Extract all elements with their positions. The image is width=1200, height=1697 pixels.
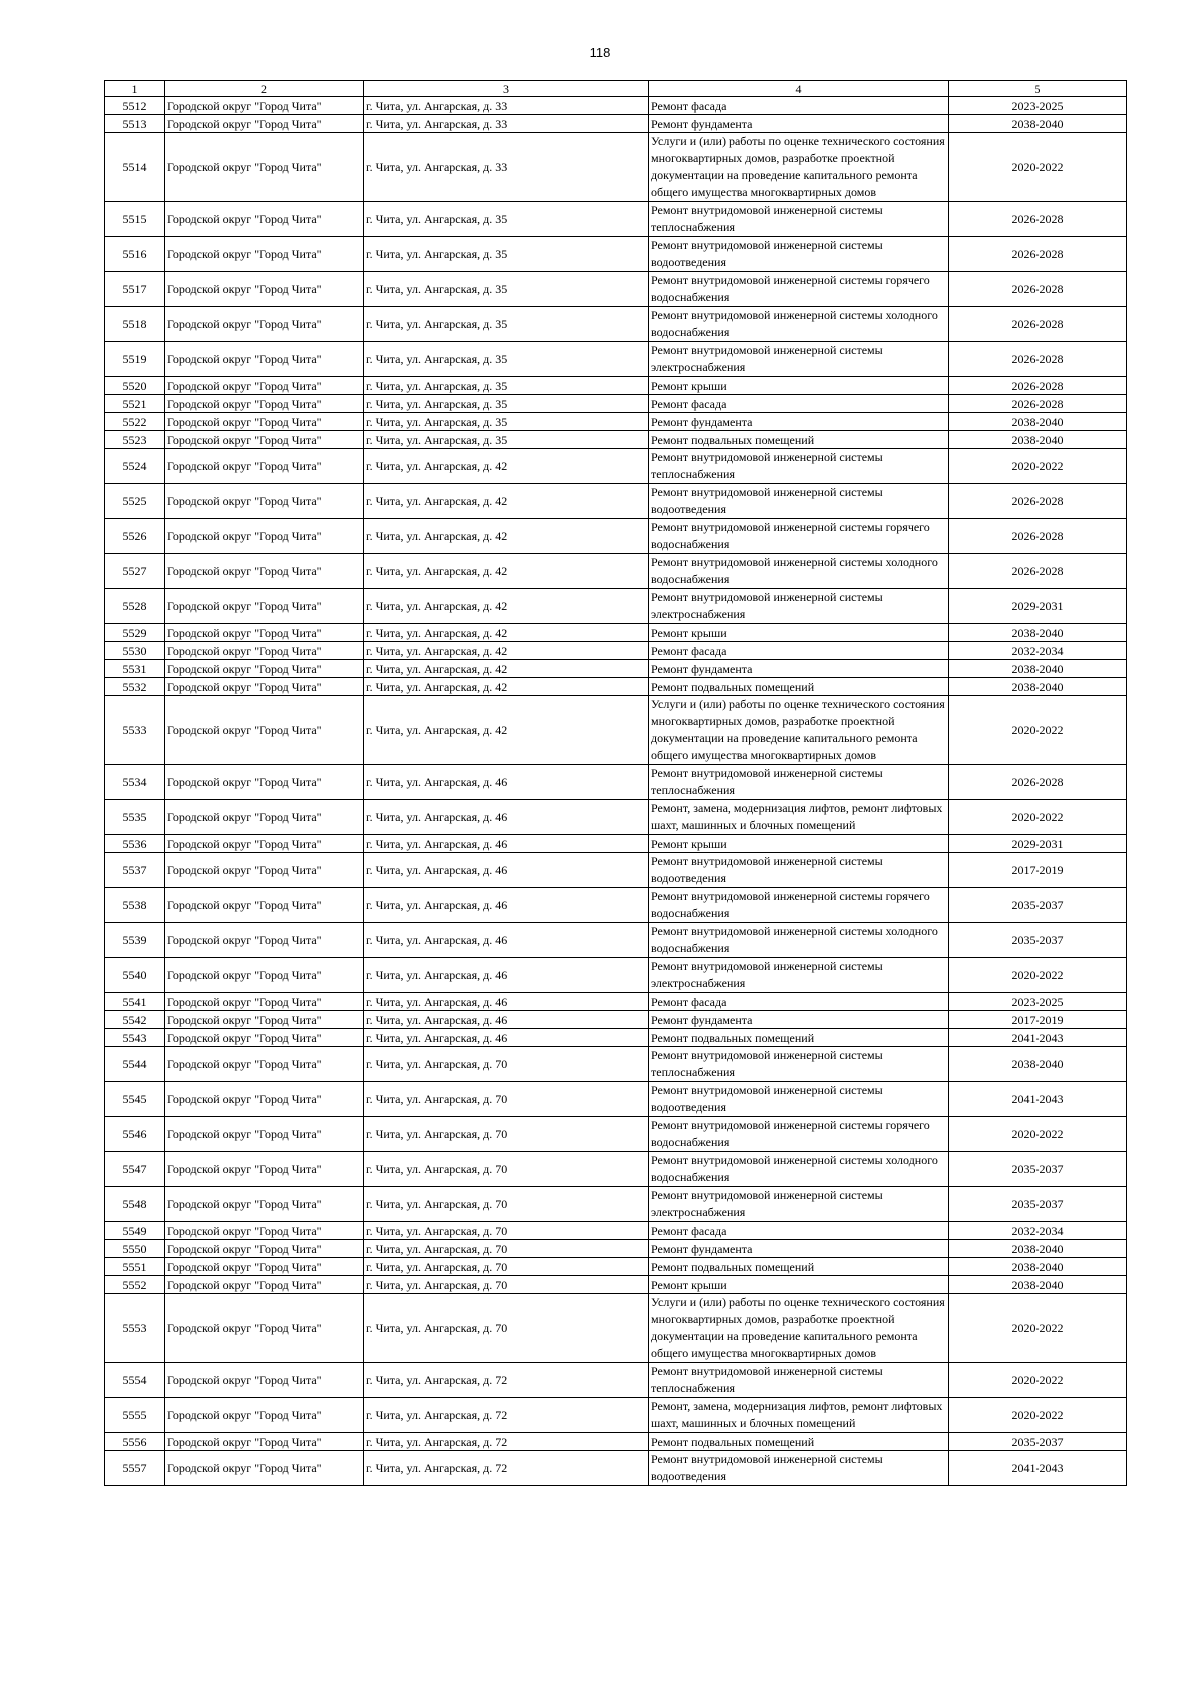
period-cell: 2038-2040 bbox=[949, 431, 1127, 449]
table-row bbox=[105, 1047, 1127, 1082]
period-cell: 2032-2034 bbox=[949, 1222, 1127, 1240]
row-number: 5512 bbox=[105, 97, 165, 115]
work-type-cell: Ремонт внутридомовой инженерной системы горячего водоснабжения bbox=[649, 272, 949, 307]
address-cell: г. Чита, ул. Ангарская, д. 42 bbox=[364, 554, 649, 589]
district-cell: Городской округ "Город Чита" bbox=[165, 342, 364, 377]
period-cell: 2041-2043 bbox=[949, 1451, 1127, 1486]
row-number: 5530 bbox=[105, 642, 165, 660]
work-type-cell: Ремонт фасада bbox=[649, 1222, 949, 1240]
work-type-cell: Ремонт крыши bbox=[649, 624, 949, 642]
period-cell: 2029-2031 bbox=[949, 589, 1127, 624]
district-cell: Городской округ "Город Чита" bbox=[165, 377, 364, 395]
row-number: 5523 bbox=[105, 431, 165, 449]
address-cell: г. Чита, ул. Ангарская, д. 46 bbox=[364, 993, 649, 1011]
table-row bbox=[105, 958, 1127, 993]
table-row bbox=[105, 1433, 1127, 1451]
address-cell: г. Чита, ул. Ангарская, д. 46 bbox=[364, 800, 649, 835]
row-number: 5553 bbox=[105, 1294, 165, 1363]
period-cell: 2026-2028 bbox=[949, 307, 1127, 342]
work-type-cell: Ремонт подвальных помещений bbox=[649, 1029, 949, 1047]
district-cell: Городской округ "Город Чита" bbox=[165, 589, 364, 624]
period-cell: 2020-2022 bbox=[949, 958, 1127, 993]
row-number: 5549 bbox=[105, 1222, 165, 1240]
period-cell: 2026-2028 bbox=[949, 395, 1127, 413]
row-number: 5544 bbox=[105, 1047, 165, 1082]
period-cell: 2023-2025 bbox=[949, 993, 1127, 1011]
table-row bbox=[105, 1117, 1127, 1152]
work-type-cell: Ремонт внутридомовой инженерной системы теплоснабжения bbox=[649, 765, 949, 800]
work-type-cell: Услуги и (или) работы по оценке технического состояния многоквартирных домов, разработке проектной документации на проведение капитального ремонта общего имущества многоквартирных домов bbox=[649, 133, 949, 202]
works-table bbox=[104, 80, 1127, 1486]
address-cell: г. Чита, ул. Ангарская, д. 72 bbox=[364, 1451, 649, 1486]
work-type-cell: Ремонт внутридомовой инженерной системы электроснабжения bbox=[649, 342, 949, 377]
row-number: 5539 bbox=[105, 923, 165, 958]
address-cell: г. Чита, ул. Ангарская, д. 46 bbox=[364, 853, 649, 888]
work-type-cell: Ремонт, замена, модернизация лифтов, ремонт лифтовых шахт, машинных и блочных помещений bbox=[649, 1398, 949, 1433]
row-number: 5513 bbox=[105, 115, 165, 133]
period-cell: 2038-2040 bbox=[949, 115, 1127, 133]
period-cell: 2038-2040 bbox=[949, 413, 1127, 431]
page-number: 118 bbox=[589, 45, 611, 60]
work-type-cell: Ремонт внутридомовой инженерной системы теплоснабжения bbox=[649, 1363, 949, 1398]
work-type-cell: Ремонт внутридомовой инженерной системы электроснабжения bbox=[649, 958, 949, 993]
period-cell: 2038-2040 bbox=[949, 678, 1127, 696]
period-cell: 2041-2043 bbox=[949, 1029, 1127, 1047]
address-cell: г. Чита, ул. Ангарская, д. 35 bbox=[364, 413, 649, 431]
district-cell: Городской округ "Город Чита" bbox=[165, 554, 364, 589]
district-cell: Городской округ "Город Чита" bbox=[165, 835, 364, 853]
period-cell: 2035-2037 bbox=[949, 888, 1127, 923]
row-number: 5546 bbox=[105, 1117, 165, 1152]
row-number: 5552 bbox=[105, 1276, 165, 1294]
work-type-cell: Ремонт подвальных помещений bbox=[649, 1258, 949, 1276]
table-row bbox=[105, 272, 1127, 307]
address-cell: г. Чита, ул. Ангарская, д. 35 bbox=[364, 395, 649, 413]
address-cell: г. Чита, ул. Ангарская, д. 70 bbox=[364, 1222, 649, 1240]
row-number: 5543 bbox=[105, 1029, 165, 1047]
row-number: 5528 bbox=[105, 589, 165, 624]
work-type-cell: Ремонт внутридомовой инженерной системы горячего водоснабжения bbox=[649, 888, 949, 923]
period-cell: 2026-2028 bbox=[949, 519, 1127, 554]
district-cell: Городской округ "Город Чита" bbox=[165, 958, 364, 993]
work-type-cell: Ремонт фундамента bbox=[649, 413, 949, 431]
row-number: 5524 bbox=[105, 449, 165, 484]
work-type-cell: Ремонт подвальных помещений bbox=[649, 1433, 949, 1451]
address-cell: г. Чита, ул. Ангарская, д. 70 bbox=[364, 1294, 649, 1363]
district-cell: Городской округ "Город Чита" bbox=[165, 1187, 364, 1222]
district-cell: Городской округ "Город Чита" bbox=[165, 97, 364, 115]
district-cell: Городской округ "Город Чита" bbox=[165, 1011, 364, 1029]
row-number: 5516 bbox=[105, 237, 165, 272]
table-row bbox=[105, 1398, 1127, 1433]
address-cell: г. Чита, ул. Ангарская, д. 35 bbox=[364, 202, 649, 237]
district-cell: Городской округ "Город Чита" bbox=[165, 395, 364, 413]
row-number: 5548 bbox=[105, 1187, 165, 1222]
period-cell: 2032-2034 bbox=[949, 642, 1127, 660]
table-row bbox=[105, 624, 1127, 642]
address-cell: г. Чита, ул. Ангарская, д. 46 bbox=[364, 765, 649, 800]
row-number: 5529 bbox=[105, 624, 165, 642]
period-cell: 2038-2040 bbox=[949, 624, 1127, 642]
work-type-cell: Ремонт крыши bbox=[649, 835, 949, 853]
district-cell: Городской округ "Город Чита" bbox=[165, 431, 364, 449]
table-row bbox=[105, 1294, 1127, 1363]
table-row bbox=[105, 449, 1127, 484]
table-row bbox=[105, 1152, 1127, 1187]
address-cell: г. Чита, ул. Ангарская, д. 46 bbox=[364, 888, 649, 923]
work-type-cell: Ремонт внутридомовой инженерной системы холодного водоснабжения bbox=[649, 923, 949, 958]
period-cell: 2017-2019 bbox=[949, 1011, 1127, 1029]
row-number: 5542 bbox=[105, 1011, 165, 1029]
table-row bbox=[105, 1451, 1127, 1486]
address-cell: г. Чита, ул. Ангарская, д. 72 bbox=[364, 1398, 649, 1433]
district-cell: Городской округ "Город Чита" bbox=[165, 853, 364, 888]
table-row bbox=[105, 377, 1127, 395]
district-cell: Городской округ "Город Чита" bbox=[165, 1451, 364, 1486]
period-cell: 2038-2040 bbox=[949, 1258, 1127, 1276]
period-cell: 2017-2019 bbox=[949, 853, 1127, 888]
address-cell: г. Чита, ул. Ангарская, д. 46 bbox=[364, 923, 649, 958]
table-row bbox=[105, 202, 1127, 237]
row-number: 5557 bbox=[105, 1451, 165, 1486]
address-cell: г. Чита, ул. Ангарская, д. 72 bbox=[364, 1433, 649, 1451]
table-row bbox=[105, 413, 1127, 431]
table-row bbox=[105, 342, 1127, 377]
address-cell: г. Чита, ул. Ангарская, д. 35 bbox=[364, 272, 649, 307]
address-cell: г. Чита, ул. Ангарская, д. 70 bbox=[364, 1047, 649, 1082]
district-cell: Городской округ "Город Чита" bbox=[165, 1222, 364, 1240]
address-cell: г. Чита, ул. Ангарская, д. 35 bbox=[364, 431, 649, 449]
period-cell: 2026-2028 bbox=[949, 377, 1127, 395]
work-type-cell: Ремонт внутридомовой инженерной системы электроснабжения bbox=[649, 589, 949, 624]
address-cell: г. Чита, ул. Ангарская, д. 42 bbox=[364, 696, 649, 765]
work-type-cell: Ремонт внутридомовой инженерной системы водоотведения bbox=[649, 1082, 949, 1117]
period-cell: 2035-2037 bbox=[949, 1433, 1127, 1451]
table-row bbox=[105, 1258, 1127, 1276]
period-cell: 2026-2028 bbox=[949, 484, 1127, 519]
period-cell: 2038-2040 bbox=[949, 1240, 1127, 1258]
table-row bbox=[105, 395, 1127, 413]
column-header: 2 bbox=[165, 81, 364, 97]
period-cell: 2020-2022 bbox=[949, 133, 1127, 202]
row-number: 5540 bbox=[105, 958, 165, 993]
work-type-cell: Ремонт внутридомовой инженерной системы холодного водоснабжения bbox=[649, 1152, 949, 1187]
period-cell: 2026-2028 bbox=[949, 765, 1127, 800]
work-type-cell: Ремонт подвальных помещений bbox=[649, 678, 949, 696]
row-number: 5533 bbox=[105, 696, 165, 765]
period-cell: 2026-2028 bbox=[949, 342, 1127, 377]
district-cell: Городской округ "Город Чита" bbox=[165, 449, 364, 484]
district-cell: Городской округ "Город Чита" bbox=[165, 1240, 364, 1258]
work-type-cell: Ремонт фасада bbox=[649, 993, 949, 1011]
row-number: 5550 bbox=[105, 1240, 165, 1258]
period-cell: 2020-2022 bbox=[949, 1398, 1127, 1433]
period-cell: 2041-2043 bbox=[949, 1082, 1127, 1117]
work-type-cell: Услуги и (или) работы по оценке технического состояния многоквартирных домов, разработке проектной документации на проведение капитального ремонта общего имущества многоквартирных домов bbox=[649, 696, 949, 765]
address-cell: г. Чита, ул. Ангарская, д. 33 bbox=[364, 115, 649, 133]
period-cell: 2029-2031 bbox=[949, 835, 1127, 853]
row-number: 5547 bbox=[105, 1152, 165, 1187]
district-cell: Городской округ "Город Чита" bbox=[165, 660, 364, 678]
table-row bbox=[105, 1240, 1127, 1258]
period-cell: 2026-2028 bbox=[949, 237, 1127, 272]
table-row bbox=[105, 696, 1127, 765]
work-type-cell: Услуги и (или) работы по оценке технического состояния многоквартирных домов, разработке проектной документации на проведение капитального ремонта общего имущества многоквартирных домов bbox=[649, 1294, 949, 1363]
district-cell: Городской округ "Город Чита" bbox=[165, 1258, 364, 1276]
table-row bbox=[105, 835, 1127, 853]
row-number: 5556 bbox=[105, 1433, 165, 1451]
row-number: 5536 bbox=[105, 835, 165, 853]
address-cell: г. Чита, ул. Ангарская, д. 42 bbox=[364, 624, 649, 642]
district-cell: Городской округ "Город Чита" bbox=[165, 1433, 364, 1451]
table-row bbox=[105, 993, 1127, 1011]
table-row bbox=[105, 133, 1127, 202]
table-row bbox=[105, 307, 1127, 342]
table-row bbox=[105, 115, 1127, 133]
period-cell: 2020-2022 bbox=[949, 449, 1127, 484]
district-cell: Городской округ "Город Чита" bbox=[165, 642, 364, 660]
work-type-cell: Ремонт внутридомовой инженерной системы водоотведения bbox=[649, 1451, 949, 1486]
address-cell: г. Чита, ул. Ангарская, д. 46 bbox=[364, 1011, 649, 1029]
row-number: 5515 bbox=[105, 202, 165, 237]
period-cell: 2020-2022 bbox=[949, 800, 1127, 835]
district-cell: Городской округ "Город Чита" bbox=[165, 696, 364, 765]
work-type-cell: Ремонт внутридомовой инженерной системы водоотведения bbox=[649, 484, 949, 519]
work-type-cell: Ремонт внутридомовой инженерной системы горячего водоснабжения bbox=[649, 1117, 949, 1152]
district-cell: Городской округ "Город Чита" bbox=[165, 413, 364, 431]
work-type-cell: Ремонт внутридомовой инженерной системы холодного водоснабжения bbox=[649, 554, 949, 589]
table-body bbox=[105, 97, 1127, 1486]
district-cell: Городской округ "Город Чита" bbox=[165, 1294, 364, 1363]
row-number: 5534 bbox=[105, 765, 165, 800]
address-cell: г. Чита, ул. Ангарская, д. 70 bbox=[364, 1152, 649, 1187]
address-cell: г. Чита, ул. Ангарская, д. 35 bbox=[364, 377, 649, 395]
table-row bbox=[105, 1011, 1127, 1029]
work-type-cell: Ремонт фасада bbox=[649, 642, 949, 660]
address-cell: г. Чита, ул. Ангарская, д. 42 bbox=[364, 519, 649, 554]
table-row bbox=[105, 1276, 1127, 1294]
district-cell: Городской округ "Город Чита" bbox=[165, 1152, 364, 1187]
period-cell: 2023-2025 bbox=[949, 97, 1127, 115]
address-cell: г. Чита, ул. Ангарская, д. 46 bbox=[364, 1029, 649, 1047]
work-type-cell: Ремонт внутридомовой инженерной системы теплоснабжения bbox=[649, 449, 949, 484]
table-row bbox=[105, 678, 1127, 696]
period-cell: 2035-2037 bbox=[949, 923, 1127, 958]
address-cell: г. Чита, ул. Ангарская, д. 70 bbox=[364, 1240, 649, 1258]
column-header: 1 bbox=[105, 81, 165, 97]
period-cell: 2020-2022 bbox=[949, 1117, 1127, 1152]
district-cell: Городской округ "Город Чита" bbox=[165, 1047, 364, 1082]
row-number: 5526 bbox=[105, 519, 165, 554]
row-number: 5531 bbox=[105, 660, 165, 678]
row-number: 5538 bbox=[105, 888, 165, 923]
table-row bbox=[105, 1222, 1127, 1240]
district-cell: Городской округ "Город Чита" bbox=[165, 237, 364, 272]
table-row bbox=[105, 554, 1127, 589]
table-row bbox=[105, 97, 1127, 115]
district-cell: Городской округ "Город Чита" bbox=[165, 1276, 364, 1294]
row-number: 5545 bbox=[105, 1082, 165, 1117]
work-type-cell: Ремонт внутридомовой инженерной системы горячего водоснабжения bbox=[649, 519, 949, 554]
table-row bbox=[105, 800, 1127, 835]
table-row bbox=[105, 484, 1127, 519]
district-cell: Городской округ "Город Чита" bbox=[165, 1398, 364, 1433]
address-cell: г. Чита, ул. Ангарская, д. 72 bbox=[364, 1363, 649, 1398]
row-number: 5541 bbox=[105, 993, 165, 1011]
work-type-cell: Ремонт внутридомовой инженерной системы водоотведения bbox=[649, 853, 949, 888]
row-number: 5554 bbox=[105, 1363, 165, 1398]
district-cell: Городской округ "Город Чита" bbox=[165, 1082, 364, 1117]
district-cell: Городской округ "Город Чита" bbox=[165, 115, 364, 133]
district-cell: Городской округ "Город Чита" bbox=[165, 484, 364, 519]
period-cell: 2020-2022 bbox=[949, 696, 1127, 765]
district-cell: Городской округ "Город Чита" bbox=[165, 678, 364, 696]
row-number: 5535 bbox=[105, 800, 165, 835]
row-number: 5518 bbox=[105, 307, 165, 342]
work-type-cell: Ремонт подвальных помещений bbox=[649, 431, 949, 449]
work-type-cell: Ремонт фундамента bbox=[649, 660, 949, 678]
period-cell: 2038-2040 bbox=[949, 660, 1127, 678]
work-type-cell: Ремонт фасада bbox=[649, 97, 949, 115]
period-cell: 2038-2040 bbox=[949, 1276, 1127, 1294]
table-row bbox=[105, 431, 1127, 449]
address-cell: г. Чита, ул. Ангарская, д. 70 bbox=[364, 1276, 649, 1294]
column-header: 3 bbox=[364, 81, 649, 97]
row-number: 5519 bbox=[105, 342, 165, 377]
address-cell: г. Чита, ул. Ангарская, д. 70 bbox=[364, 1082, 649, 1117]
period-cell: 2026-2028 bbox=[949, 202, 1127, 237]
work-type-cell: Ремонт внутридомовой инженерной системы теплоснабжения bbox=[649, 1047, 949, 1082]
period-cell: 2035-2037 bbox=[949, 1187, 1127, 1222]
row-number: 5522 bbox=[105, 413, 165, 431]
address-cell: г. Чита, ул. Ангарская, д. 35 bbox=[364, 237, 649, 272]
table-row bbox=[105, 589, 1127, 624]
address-cell: г. Чита, ул. Ангарская, д. 46 bbox=[364, 835, 649, 853]
work-type-cell: Ремонт фундамента bbox=[649, 115, 949, 133]
address-cell: г. Чита, ул. Ангарская, д. 46 bbox=[364, 958, 649, 993]
address-cell: г. Чита, ул. Ангарская, д. 70 bbox=[364, 1117, 649, 1152]
work-type-cell: Ремонт фундамента bbox=[649, 1240, 949, 1258]
column-header-row bbox=[105, 81, 1127, 97]
address-cell: г. Чита, ул. Ангарская, д. 42 bbox=[364, 449, 649, 484]
address-cell: г. Чита, ул. Ангарская, д. 70 bbox=[364, 1258, 649, 1276]
district-cell: Городской округ "Город Чита" bbox=[165, 133, 364, 202]
address-cell: г. Чита, ул. Ангарская, д. 42 bbox=[364, 589, 649, 624]
row-number: 5555 bbox=[105, 1398, 165, 1433]
address-cell: г. Чита, ул. Ангарская, д. 42 bbox=[364, 660, 649, 678]
address-cell: г. Чита, ул. Ангарская, д. 42 bbox=[364, 678, 649, 696]
table-row bbox=[105, 765, 1127, 800]
row-number: 5520 bbox=[105, 377, 165, 395]
period-cell: 2035-2037 bbox=[949, 1152, 1127, 1187]
district-cell: Городской округ "Город Чита" bbox=[165, 519, 364, 554]
address-cell: г. Чита, ул. Ангарская, д. 35 bbox=[364, 342, 649, 377]
address-cell: г. Чита, ул. Ангарская, д. 70 bbox=[364, 1187, 649, 1222]
work-type-cell: Ремонт фасада bbox=[649, 395, 949, 413]
column-header: 5 bbox=[949, 81, 1127, 97]
district-cell: Городской округ "Город Чита" bbox=[165, 1029, 364, 1047]
work-type-cell: Ремонт внутридомовой инженерной системы водоотведения bbox=[649, 237, 949, 272]
period-cell: 2020-2022 bbox=[949, 1363, 1127, 1398]
period-cell: 2020-2022 bbox=[949, 1294, 1127, 1363]
address-cell: г. Чита, ул. Ангарская, д. 42 bbox=[364, 642, 649, 660]
district-cell: Городской округ "Город Чита" bbox=[165, 1363, 364, 1398]
row-number: 5517 bbox=[105, 272, 165, 307]
period-cell: 2038-2040 bbox=[949, 1047, 1127, 1082]
district-cell: Городской округ "Город Чита" bbox=[165, 307, 364, 342]
row-number: 5537 bbox=[105, 853, 165, 888]
work-type-cell: Ремонт крыши bbox=[649, 377, 949, 395]
period-cell: 2026-2028 bbox=[949, 554, 1127, 589]
work-type-cell: Ремонт крыши bbox=[649, 1276, 949, 1294]
district-cell: Городской округ "Город Чита" bbox=[165, 202, 364, 237]
table-row bbox=[105, 237, 1127, 272]
table-row bbox=[105, 660, 1127, 678]
table-row bbox=[105, 923, 1127, 958]
district-cell: Городской округ "Город Чита" bbox=[165, 1117, 364, 1152]
work-type-cell: Ремонт внутридомовой инженерной системы холодного водоснабжения bbox=[649, 307, 949, 342]
address-cell: г. Чита, ул. Ангарская, д. 42 bbox=[364, 484, 649, 519]
row-number: 5551 bbox=[105, 1258, 165, 1276]
address-cell: г. Чита, ул. Ангарская, д. 33 bbox=[364, 97, 649, 115]
row-number: 5532 bbox=[105, 678, 165, 696]
work-type-cell: Ремонт фундамента bbox=[649, 1011, 949, 1029]
table-row bbox=[105, 1187, 1127, 1222]
district-cell: Городской округ "Город Чита" bbox=[165, 800, 364, 835]
district-cell: Городской округ "Город Чита" bbox=[165, 993, 364, 1011]
table-row bbox=[105, 1363, 1127, 1398]
table-row bbox=[105, 853, 1127, 888]
table-row bbox=[105, 1082, 1127, 1117]
work-type-cell: Ремонт внутридомовой инженерной системы теплоснабжения bbox=[649, 202, 949, 237]
row-number: 5521 bbox=[105, 395, 165, 413]
row-number: 5525 bbox=[105, 484, 165, 519]
address-cell: г. Чита, ул. Ангарская, д. 33 bbox=[364, 133, 649, 202]
table-row bbox=[105, 888, 1127, 923]
table-row bbox=[105, 1029, 1127, 1047]
work-type-cell: Ремонт внутридомовой инженерной системы электроснабжения bbox=[649, 1187, 949, 1222]
district-cell: Городской округ "Город Чита" bbox=[165, 765, 364, 800]
table-row bbox=[105, 642, 1127, 660]
row-number: 5514 bbox=[105, 133, 165, 202]
district-cell: Городской округ "Город Чита" bbox=[165, 888, 364, 923]
table-row bbox=[105, 519, 1127, 554]
address-cell: г. Чита, ул. Ангарская, д. 35 bbox=[364, 307, 649, 342]
period-cell: 2026-2028 bbox=[949, 272, 1127, 307]
column-header: 4 bbox=[649, 81, 949, 97]
district-cell: Городской округ "Город Чита" bbox=[165, 923, 364, 958]
row-number: 5527 bbox=[105, 554, 165, 589]
work-type-cell: Ремонт, замена, модернизация лифтов, ремонт лифтовых шахт, машинных и блочных помещений bbox=[649, 800, 949, 835]
district-cell: Городской округ "Город Чита" bbox=[165, 272, 364, 307]
district-cell: Городской округ "Город Чита" bbox=[165, 624, 364, 642]
